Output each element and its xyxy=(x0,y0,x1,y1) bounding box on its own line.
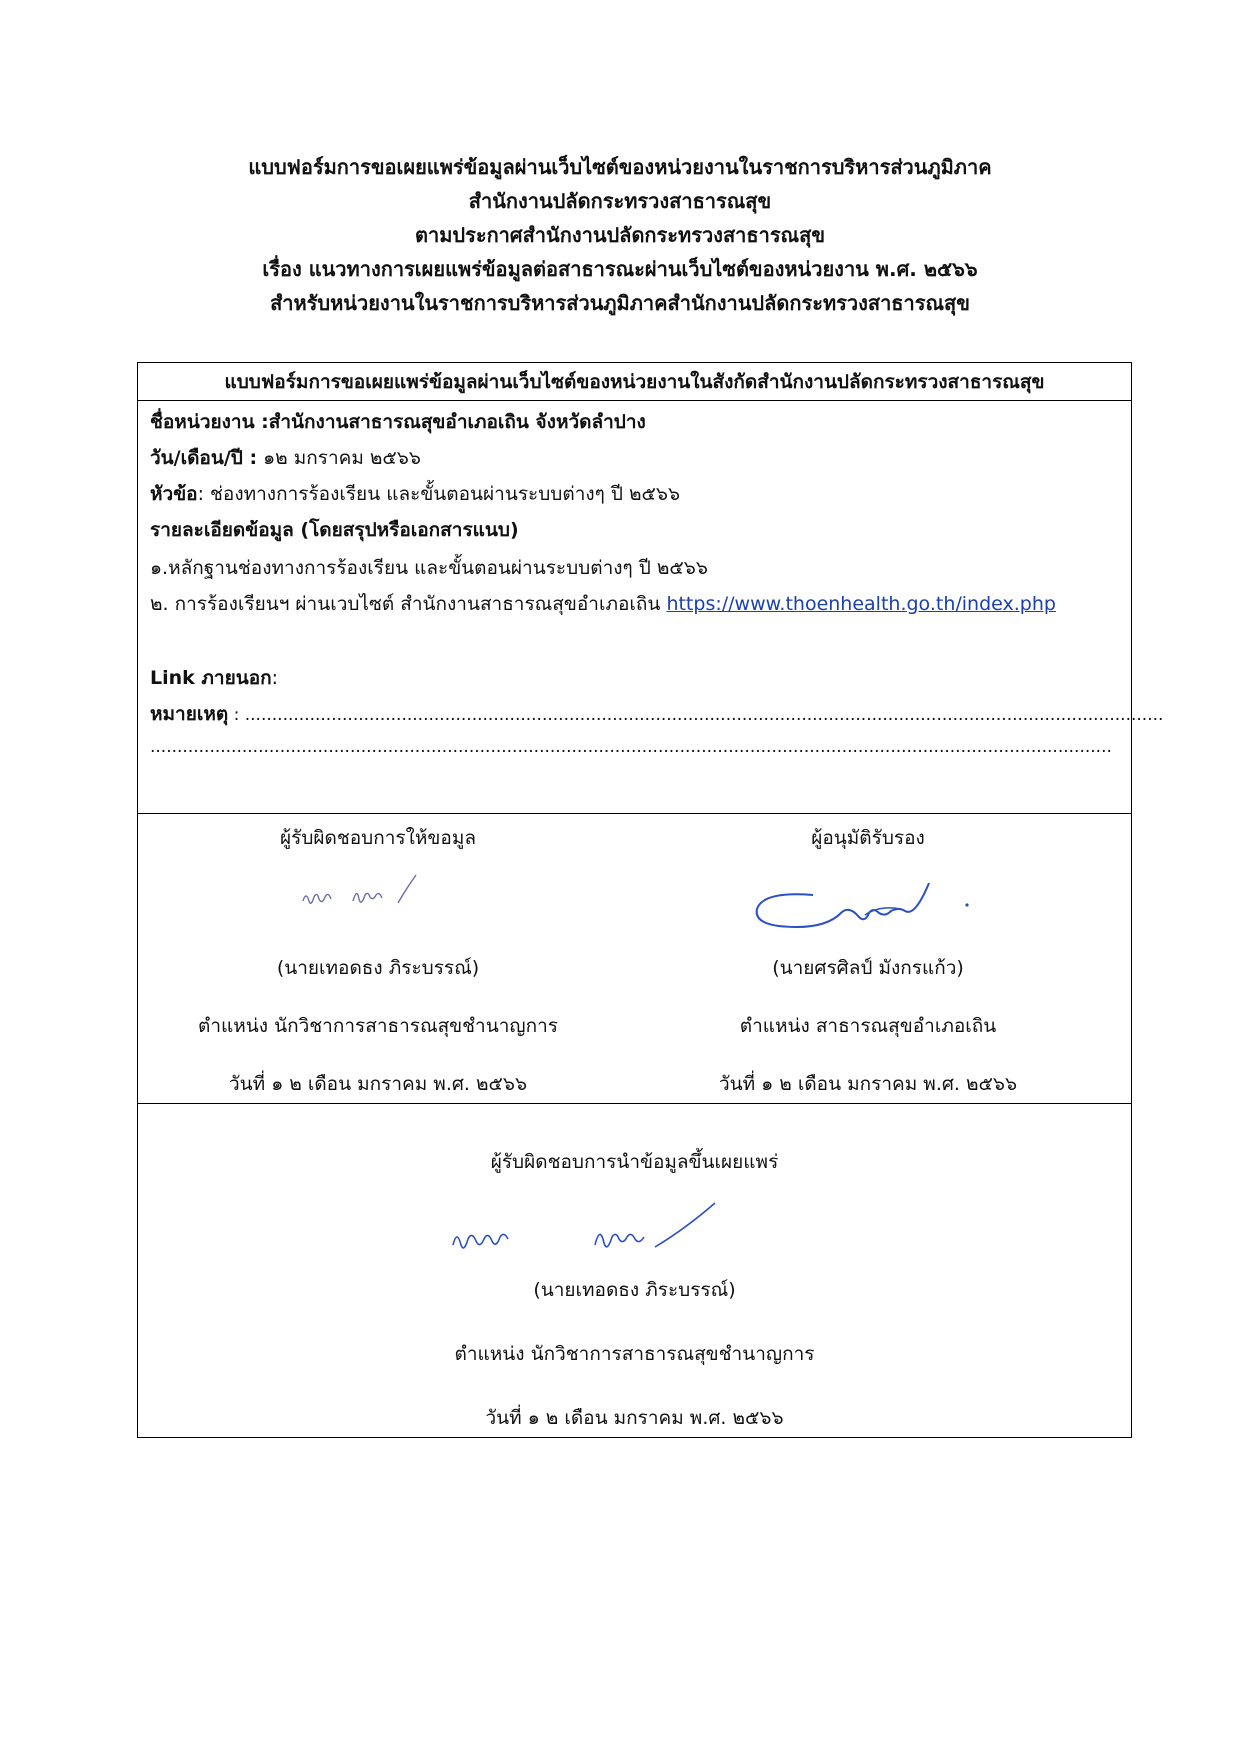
topic-row xyxy=(150,479,680,509)
external-link-label: Link ภายนอก xyxy=(150,667,272,689)
bottom-signature-position: ตำแหน่ง นักวิชาการสาธารณสุขชำนาญการ xyxy=(454,1343,815,1365)
header-line-3: ตามประกาศสำนักงานปลัดกระทรวงสาธารณสุข xyxy=(414,223,825,247)
external-link-row xyxy=(150,663,278,693)
note-label: หมายเหตุ xyxy=(150,703,229,725)
left-signature-image xyxy=(298,871,428,915)
topic-label: หัวข้อ xyxy=(150,483,198,505)
bottom-signature-image xyxy=(445,1201,775,1261)
header-line-1: แบบฟอร์มการขอเผยแพร่ข้อมูลผ่านเว็บไซต์ของหน่วยงานในราชการบริหารส่วนภูมิภาค xyxy=(248,155,992,179)
date-row xyxy=(150,443,421,473)
left-signature-name: (นายเทอดธง ภิระบรรณ์) xyxy=(276,957,480,979)
header-line-5: สำหรับหน่วยงานในราชการบริหารส่วนภูมิภาคสำนักงานปลัดกระทรวงสาธารณสุข xyxy=(270,291,970,315)
topic-value: : ช่องทางการร้องเรียน และขั้นตอนผ่านระบบต่างๆ ปี ๒๕๖๖ xyxy=(197,483,681,505)
note-row xyxy=(150,699,1163,729)
detail-item-2 xyxy=(150,589,1056,619)
note-dots: : .......................................................................................................................................................................... xyxy=(228,705,1164,725)
agency-label: ชื่อหน่วยงาน : xyxy=(150,411,269,433)
detail-label: รายละเอียดข้อมูล (โดยสรุปหรือเอกสารแนบ) xyxy=(150,519,519,541)
agency-row xyxy=(150,407,646,437)
left-signature-position: ตำแหน่ง นักวิชาการสาธารณสุขชำนาญการ xyxy=(198,1015,558,1037)
left-signature-date: วันที่ ๑ ๒ เดือน มกราคม พ.ศ. ๒๕๖๖ xyxy=(228,1073,528,1095)
document-header xyxy=(0,150,1240,320)
right-signature-image xyxy=(753,883,983,943)
section-divider-1 xyxy=(138,813,1131,814)
external-link-colon: : xyxy=(271,667,279,689)
right-signature-role: ผู้อนุมัติรับรอง xyxy=(811,827,925,849)
section-divider-2 xyxy=(138,1103,1131,1104)
note-dots-line-2: .................................................................................................................................................................................. xyxy=(150,737,1112,757)
right-signature-position: ตำแหน่ง สาธารณสุขอำเภอเถิน xyxy=(739,1015,997,1037)
website-link[interactable]: https://www.thoenhealth.go.th/index.php xyxy=(666,593,1056,615)
header-line-4: เรื่อง แนวทางการเผยแพร่ข้อมูลต่อสาธารณะผ่านเว็บไซต์ของหน่วยงาน พ.ศ. ๒๕๖๖ xyxy=(262,257,978,281)
right-signature-date: วันที่ ๑ ๒ เดือน มกราคม พ.ศ. ๒๕๖๖ xyxy=(718,1073,1018,1095)
left-signature-role: ผู้รับผิดชอบการให้ขอมูล xyxy=(280,827,476,849)
agency-value: สำนักงานสาธารณสุขอำเภอเถิน จังหวัดลำปาง xyxy=(268,411,646,433)
detail-item-2-text: ๒. การร้องเรียนฯ ผ่านเวบไซต์ สำนักงานสาธารณสุขอำเภอเถิน xyxy=(150,593,667,615)
right-signature-name: (นายศรศิลป์ มังกรแก้ว) xyxy=(772,957,964,979)
bottom-signature-role: ผู้รับผิดชอบการนำข้อมูลขึ้นเผยแพร่ xyxy=(490,1151,779,1173)
date-label: วัน/เดือน/ปี : xyxy=(150,447,258,469)
date-value: ๑๒ มกราคม ๒๕๖๖ xyxy=(257,447,421,469)
header-line-2: สำนักงานปลัดกระทรวงสาธารณสุข xyxy=(468,189,772,213)
bottom-signature-name: (นายเทอดธง ภิระบรรณ์) xyxy=(533,1279,736,1301)
form-box xyxy=(137,362,1164,1438)
detail-item-1: ๑.หลักฐานช่องทางการร้องเรียน และขั้นตอนผ่านระบบต่างๆ ปี ๒๕๖๖ xyxy=(150,557,708,579)
form-title: แบบฟอร์มการขอเผยแพร่ข้อมูลผ่านเว็บไซต์ของหน่วยงานในสังกัดสำนักงานปลัดกระทรวงสาธารณสุข xyxy=(138,363,1131,401)
bottom-signature-date: วันที่ ๑ ๒ เดือน มกราคม พ.ศ. ๒๕๖๖ xyxy=(485,1407,784,1429)
